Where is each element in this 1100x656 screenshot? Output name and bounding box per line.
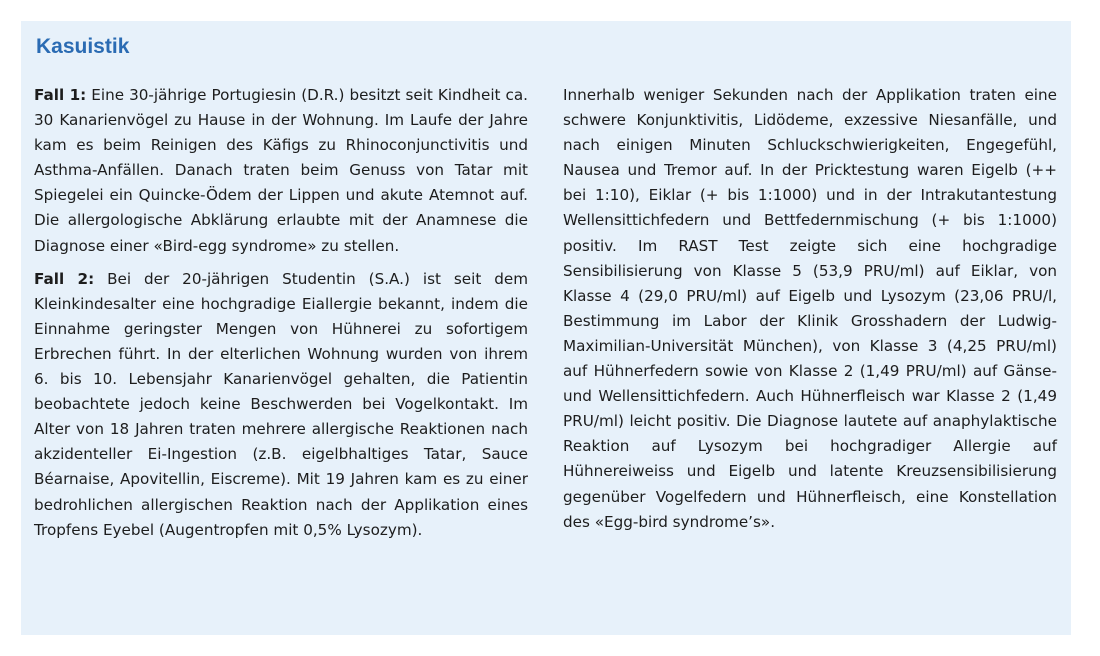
case-1-paragraph: [34, 83, 528, 259]
case-2-paragraph: [34, 267, 528, 543]
right-column: [563, 83, 1057, 543]
case-1-label: Fall 1:: [34, 86, 87, 104]
case-2-text: Bei der 20-jährigen Studentin (S.A.) ist seit dem Kleinkindesalter eine hochgradige Eiallergie bekannt, indem die Einnahme geringster Mengen von Hühnerei zu sofortigem Erbrechen führt. In der elterlichen Wohnung wurden von ihrem 6. bis 10. Lebensjahr Kanarienvögel gehalten, die Patientin beobachtete jedoch keine Beschwerden bei Vogelkontakt. Im Alter von 18 Jahren traten mehrere allergische Reaktionen nach akzidenteller Ei-Ingestion (z.B. eigelbhaltiges Tatar, Sauce Béarnaise, Apovitellin, Eiscreme). Mit 19 Jahren kam es zu einer bedrohlichen allergischen Reaktion nach der Applikation eines Tropfens Eyebel (Augentropfen mit 0,5% Lysozym).: [34, 269, 528, 539]
case-report-box: [21, 21, 1071, 635]
case-2-continuation: Innerhalb weniger Sekunden nach der Applikation traten eine schwere Konjunktivitis, Lidödeme, exzessive Niesanfälle, und nach einigen Minuten Schluckschwierigkeiten, Engegefühl, Nausea und Tremor auf. In der Pricktestung waren Eigelb (++ bei 1:10), Eiklar (+ bis 1:1000) und in der Intrakutantestung Wellensittichfedern und Bettfedernmischung (+ bis 1:1000) positiv. Im RAST Test zeigte sich eine hochgradige Sensibilisierung von Klasse 5 (53,9 PRU/ml) auf Eiklar, von Klasse 4 (29,0 PRU/ml) auf Eigelb und Lysozym (23,06 PRU/l, Bestimmung im Labor der Klinik Grosshadern der Ludwig-Maximilian-Universität München), von Klasse 3 (4,25 PRU/ml) auf Hühnerfedern sowie von Klasse 2 (1,49 PRU/ml) auf Gänse- und Wellensittichfedern. Auch Hühnerfleisch war Klasse 2 (1,49 PRU/ml) leicht positiv. Die Diagnose lautete auf anaphylaktische Reaktion auf Lysozym bei hochgradiger Allergie auf Hühnereiweiss und Eigelb und latente Kreuzsensibilisierung gegenüber Vogelfedern und Hühnerfleisch, eine Konstellation des «Egg-bird syndrome’s».: [563, 86, 1057, 531]
case-1-text: Eine 30-jährige Portugiesin (D.R.) besitzt seit Kindheit ca. 30 Kanarienvögel zu Hause in der Wohnung. Im Laufe der Jahre kam es beim Reinigen des Käfigs zu Rhinoconjunctivitis und Asthma-Anfällen. Danach traten beim Genuss von Tatar mit Spiegelei ein Quincke-Ödem der Lippen und akute Atemnot auf. Die allergologische Abklärung erlaubte mit der Anamnese die Diagnose einer «Bird-egg syndrome» zu stellen.: [34, 86, 528, 255]
box-title: Kasuistik: [36, 35, 130, 58]
left-column: [34, 83, 528, 551]
case-2-label: Fall 2:: [34, 269, 95, 288]
